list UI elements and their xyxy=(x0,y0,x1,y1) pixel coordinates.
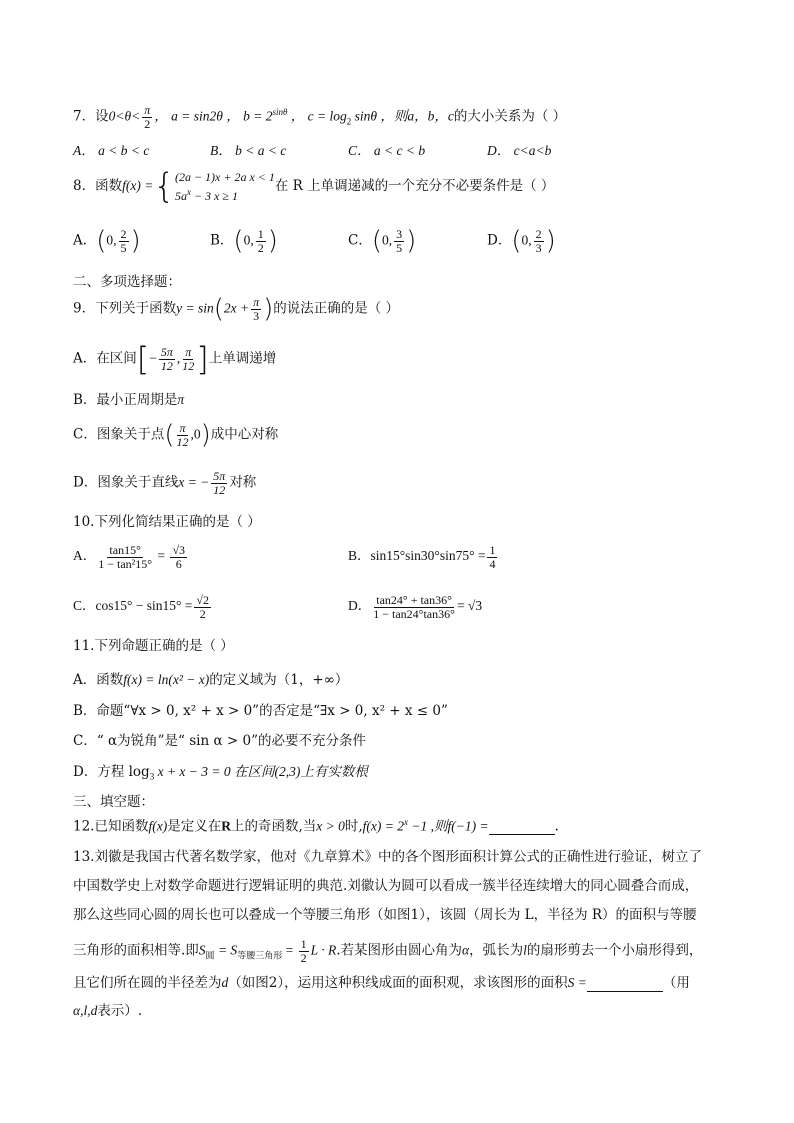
q8-fx: f(x) = xyxy=(122,178,154,193)
q8-option-c: C．(0, $\frac{3}{5}$ ) xyxy=(348,226,417,257)
q9-inner: 2x + xyxy=(223,300,250,316)
q7-prefix: 7．设 xyxy=(73,108,109,125)
section-multi-choice: 二、多项选择题： xyxy=(73,274,181,290)
q8-prefix: 8．函数 xyxy=(73,178,123,194)
q13-line2: 中国数学史上对数学命题进行逻辑证明的典范.刘徽认为圆可以看成一簇半径连续增大的同心圆叠合而成， xyxy=(73,878,699,894)
q12-answer-blank xyxy=(489,821,555,836)
q13-answer-blank xyxy=(587,977,663,992)
q7-defs2: ， c = log xyxy=(287,108,347,124)
q9-prefix: 9．下列关于函数 xyxy=(73,300,177,317)
q8-option-a: A．(0, $\frac{2}{5}$ ) xyxy=(73,226,141,257)
q7-option-a: A． a < b < c xyxy=(73,143,150,158)
q11-stem: 11.下列命题正确的是（ ） xyxy=(73,638,234,654)
q12: 12.已知函数f(x)是定义在R上的奇函数,当x > 0时$,f(x) = 2^x -1$ ,则f(−1) = . xyxy=(73,817,559,835)
q7-defs3: sinθ ，则 xyxy=(351,108,408,124)
q13-line1: 13.刘徽是我国古代著名数学家，他对《九章算术》中的各个图形面积计算公式的正确性进行验证，树立了 xyxy=(73,849,702,865)
q7-exp: sinθ xyxy=(272,107,288,118)
q10-option-c: C．cos15° − sin15° = $\frac{√2}{2}$ xyxy=(73,593,210,621)
q8-option-d: D．(0, $\frac{2}{3}$ ) xyxy=(487,226,556,257)
q10-stem: 10.下列化简结果正确的是（ ） xyxy=(73,514,261,530)
q7-frac-den: 2 xyxy=(144,116,151,131)
q7-logbase: 2 xyxy=(346,116,352,127)
q7-tail: 的大小关系为（ ） xyxy=(453,108,567,125)
q8-tail: 在 R 上单调递减的一个充分不必要条件是（ ） xyxy=(274,178,555,194)
q11-option-d: D．方程 $\log_3 x + x - 3 = 0$ 在区间(2,3)上有实数根 xyxy=(73,764,368,782)
q7-option-c: C． a < c < b xyxy=(348,143,426,158)
q8-option-b: B．(0, $\frac{1}{2}$ ) xyxy=(210,226,278,257)
q11-option-a: A．函数f(x) = ln(x² − x)的定义域为（1，+∞） xyxy=(73,672,349,688)
q9-func: y = sin xyxy=(176,300,214,316)
q9-option-d: D．图象关于直线x = − $\frac{5\pi}{12}$ 对称 xyxy=(73,469,257,497)
q10-option-b: B．sin15°sin30°sin75° = $\frac{1}{4}$ xyxy=(348,543,496,571)
q8-case1: (2a − 1)x + 2a x < 1 xyxy=(174,170,275,184)
q7-option-b: B． b < a < c xyxy=(210,143,287,158)
q11-option-b: B．命题“∀x > 0, x² + x > 0”的否定是“∃x > 0, x² + x ≤ 0” xyxy=(73,703,448,719)
q9-option-b: B．最小正周期是π xyxy=(73,392,185,408)
q7-cond: 0<θ< xyxy=(108,108,141,124)
q13-line4: 三角形的面积相等.即$S_圆 = S_{等腰三角形}$ = $\frac{1}{2}$ L · R.若某图形由圆心角为α，弧长为l的扇形剪去一个小扇形得到， xyxy=(73,937,703,965)
q7-vars: a，b，c xyxy=(407,108,454,124)
q10-option-d: D． $\frac{\tan 24^\circ + \tan 36^\circ}{1 - \tan 24^\circ\tan 36^\circ}$ = √3 xyxy=(348,593,483,621)
section-fill-in: 三、填空题： xyxy=(73,794,154,810)
q8-cases xyxy=(175,168,275,205)
q10-option-a: A． $\frac{\tan 15^\circ}{\text{1 − tan²15°}}$ = $\frac{√3}{6}$ xyxy=(73,543,186,571)
q7-option-d: D． c<a<b xyxy=(487,143,552,158)
q7-frac xyxy=(142,104,152,130)
q7-defs: ， a = sin2θ ， b = 2 xyxy=(154,108,273,124)
q13-line3: 那么这些同心圆的周长也可以叠成一个等腰三角形（如图1），该圆（周长为 L，半径为 R）的面积与等腰 xyxy=(73,907,697,923)
q8-stem xyxy=(73,168,554,205)
q8-brace: { xyxy=(153,166,175,207)
q9-option-a: A．在区间[− $\frac{5\pi}{12}$ , $\frac{\pi}{12}$ ]上单调递增 xyxy=(73,340,277,378)
q9-stem: 9．下列关于函数y = sin(2x + $\frac{\pi}{3}$ )的说法正确的是（ ） xyxy=(73,294,400,325)
q7-stem xyxy=(73,104,566,130)
q9-option-c: C．图象关于点( $\frac{\pi}{12}$ ,0)成中心对称 xyxy=(73,420,279,451)
q7-frac-num: π xyxy=(144,103,151,117)
q11-option-c: C．“ α为锐角”是“ sin α > 0”的必要不充分条件 xyxy=(73,733,366,749)
q13-line5: 且它们所在圆的半径差为d（如图2），运用这种积线成面的面积观，求该图形的面积S = （用 xyxy=(73,975,690,991)
q9-tail: 的说法正确的是（ ） xyxy=(273,300,400,317)
q13-line6: α,l,d表示）. xyxy=(73,1003,143,1019)
q8-case2: $5a^x - 3$ x ≥ 1 xyxy=(174,187,238,203)
